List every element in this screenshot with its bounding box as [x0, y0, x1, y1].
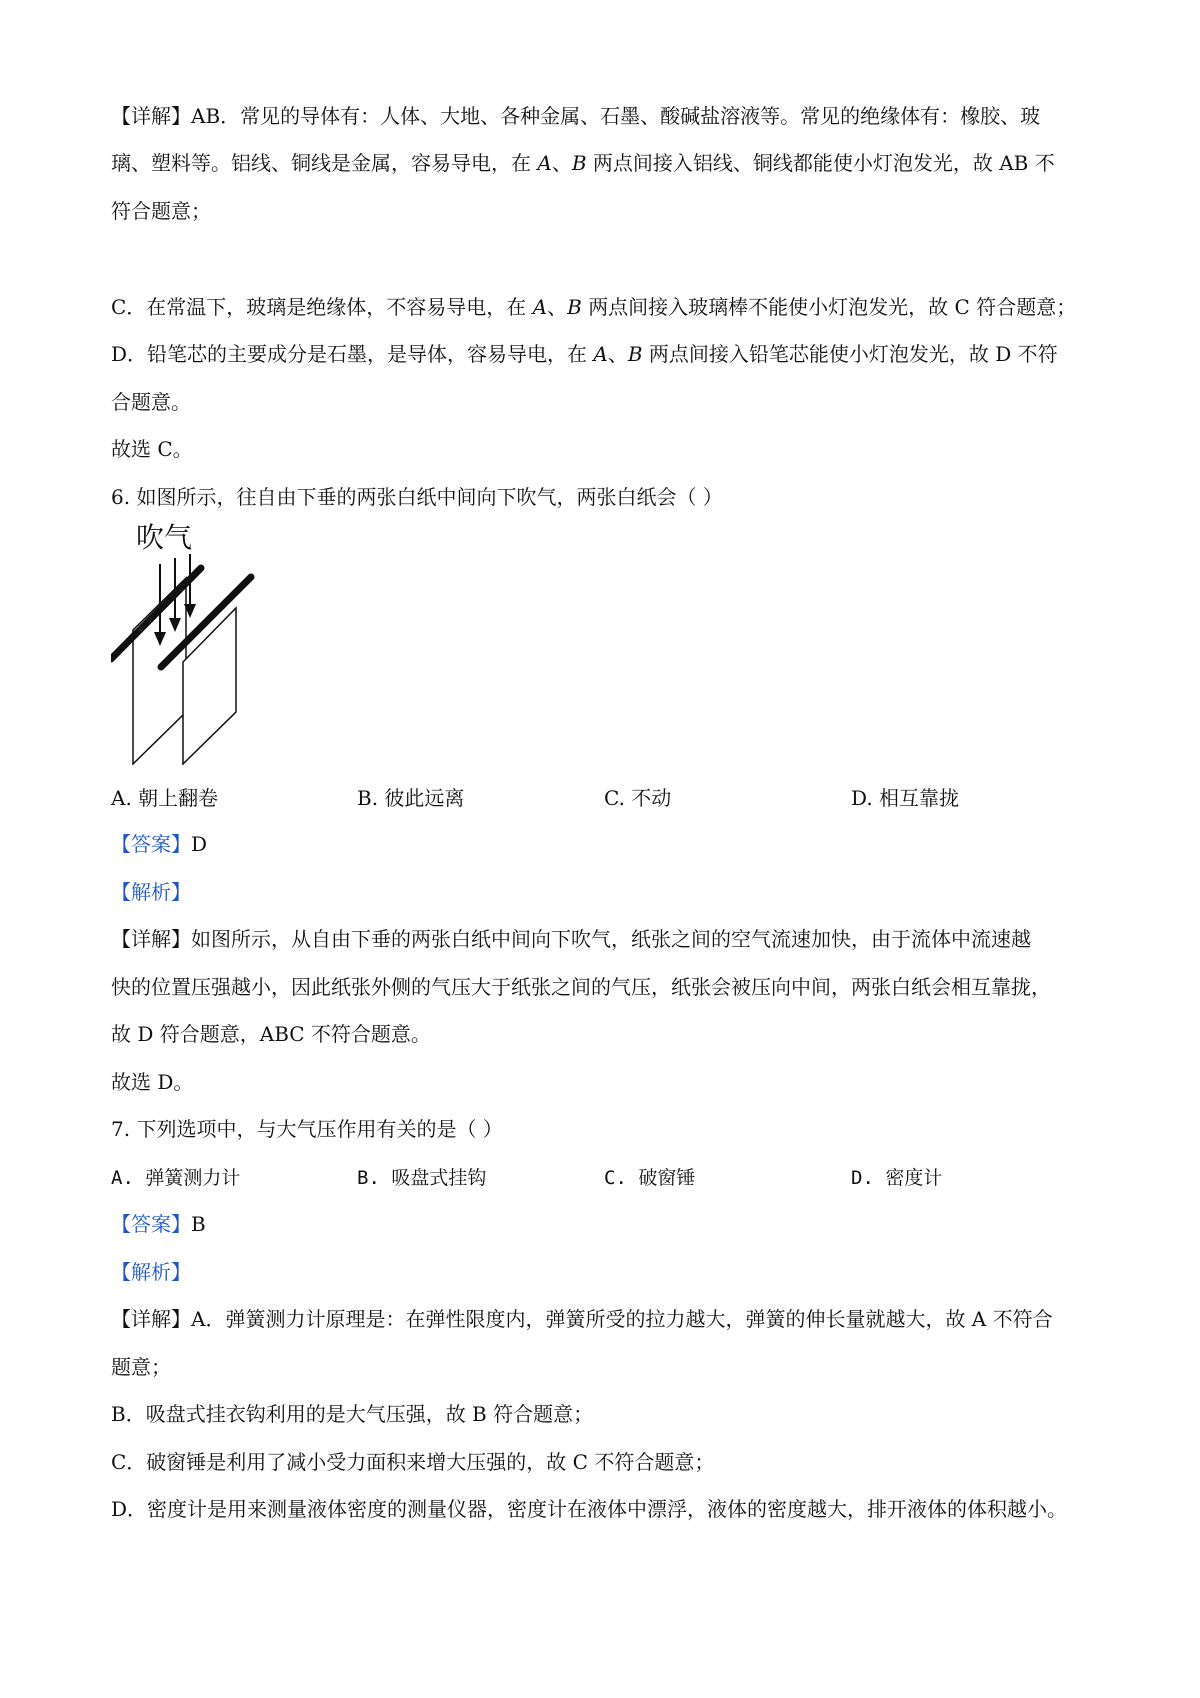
right-paper	[183, 608, 236, 764]
q5-detail-line-2: 璃、塑料等。铝线、铜线是金属，容易导电，在 A、B 两点间接入铝线、铜线都能使小灯泡发光，故 AB 不	[111, 151, 1055, 175]
q7-option-d: D. 密度计	[851, 1167, 943, 1189]
blowing-paper-figure	[111, 520, 271, 765]
q6-detail-line-3: 故 D 符合题意，ABC 不符合题意。	[111, 1022, 431, 1046]
q6-choice: 故选 D。	[111, 1070, 194, 1094]
q6-analysis-tag: 【解析】	[111, 880, 191, 904]
q7-analysis-tag: 【解析】	[111, 1260, 191, 1284]
q6-option-c: C. 不动	[604, 786, 672, 810]
q7-option-c: C. 破窗锤	[604, 1167, 696, 1189]
q6-option-a: A. 朝上翻卷	[111, 786, 219, 810]
figure-label: 吹气	[136, 523, 193, 554]
q7-detail-option-b: B．吸盘式挂衣钩利用的是大气压强，故 B 符合题意；	[111, 1402, 594, 1426]
detail-tag: 【详解】	[111, 1307, 191, 1331]
q6-detail-line-1: 【详解】如图所示，从自由下垂的两张白纸中间向下吹气，纸张之间的空气流速加快，由于流体中流速越	[111, 927, 1031, 951]
q5-option-c-detail: C．在常温下，玻璃是绝缘体，不容易导电，在 A、B 两点间接入玻璃棒不能使小灯泡发光，故 C 符合题意；	[111, 295, 1077, 319]
q5-detail-line-1: 【详解】AB．常见的导体有：人体、大地、各种金属、石墨、酸碱盐溶液等。常见的绝缘体有：橡胶、玻	[111, 104, 1041, 128]
q7-detail-option-d: D．密度计是用来测量液体密度的测量仪器，密度计在液体中漂浮，液体的密度越大，排开液体的体积越小。	[111, 1497, 1068, 1521]
q7-detail-line-1: 【详解】A．弹簧测力计原理是：在弹性限度内，弹簧所受的拉力越大，弹簧的伸长量就越大，故 A 不符合	[111, 1307, 1053, 1331]
q6-answer: 【答案】D	[111, 832, 208, 856]
answer-tag: 【答案】	[111, 1212, 191, 1236]
q5-choice: 故选 C。	[111, 437, 193, 461]
answer-tag: 【答案】	[111, 832, 191, 856]
detail-tag: 【详解】	[111, 104, 191, 128]
q6-detail-line-2: 快的位置压强越小，因此纸张外侧的气压大于纸张之间的气压，纸张会被压向中间，两张白纸会相互靠拢，	[111, 975, 1051, 999]
q6-option-b: B. 彼此远离	[357, 786, 465, 810]
q6-stem: 6. 如图所示，往自由下垂的两张白纸中间向下吹气，两张白纸会（ ）	[111, 485, 723, 509]
q7-detail-line-2: 题意；	[111, 1355, 171, 1379]
q7-option-b: B. 吸盘式挂钩	[357, 1167, 487, 1189]
q7-stem: 7. 下列选项中，与大气压作用有关的是（ ）	[111, 1117, 503, 1141]
q5-option-d-detail: D．铅笔芯的主要成分是石墨，是导体，容易导电，在 A、B 两点间接入铅笔芯能使小灯泡发光，故 D 不符	[111, 342, 1058, 366]
q5-option-d-detail-cont: 合题意。	[111, 390, 191, 414]
q7-option-a: A. 弹簧测力计	[111, 1167, 241, 1189]
q7-answer: 【答案】B	[111, 1212, 206, 1236]
q7-detail-option-c: C．破窗锤是利用了减小受力面积来增大压强的，故 C 不符合题意；	[111, 1450, 715, 1474]
q6-option-d: D. 相互靠拢	[851, 786, 960, 810]
q5-detail-line-3: 符合题意；	[111, 199, 211, 223]
detail-tag: 【详解】	[111, 927, 191, 951]
